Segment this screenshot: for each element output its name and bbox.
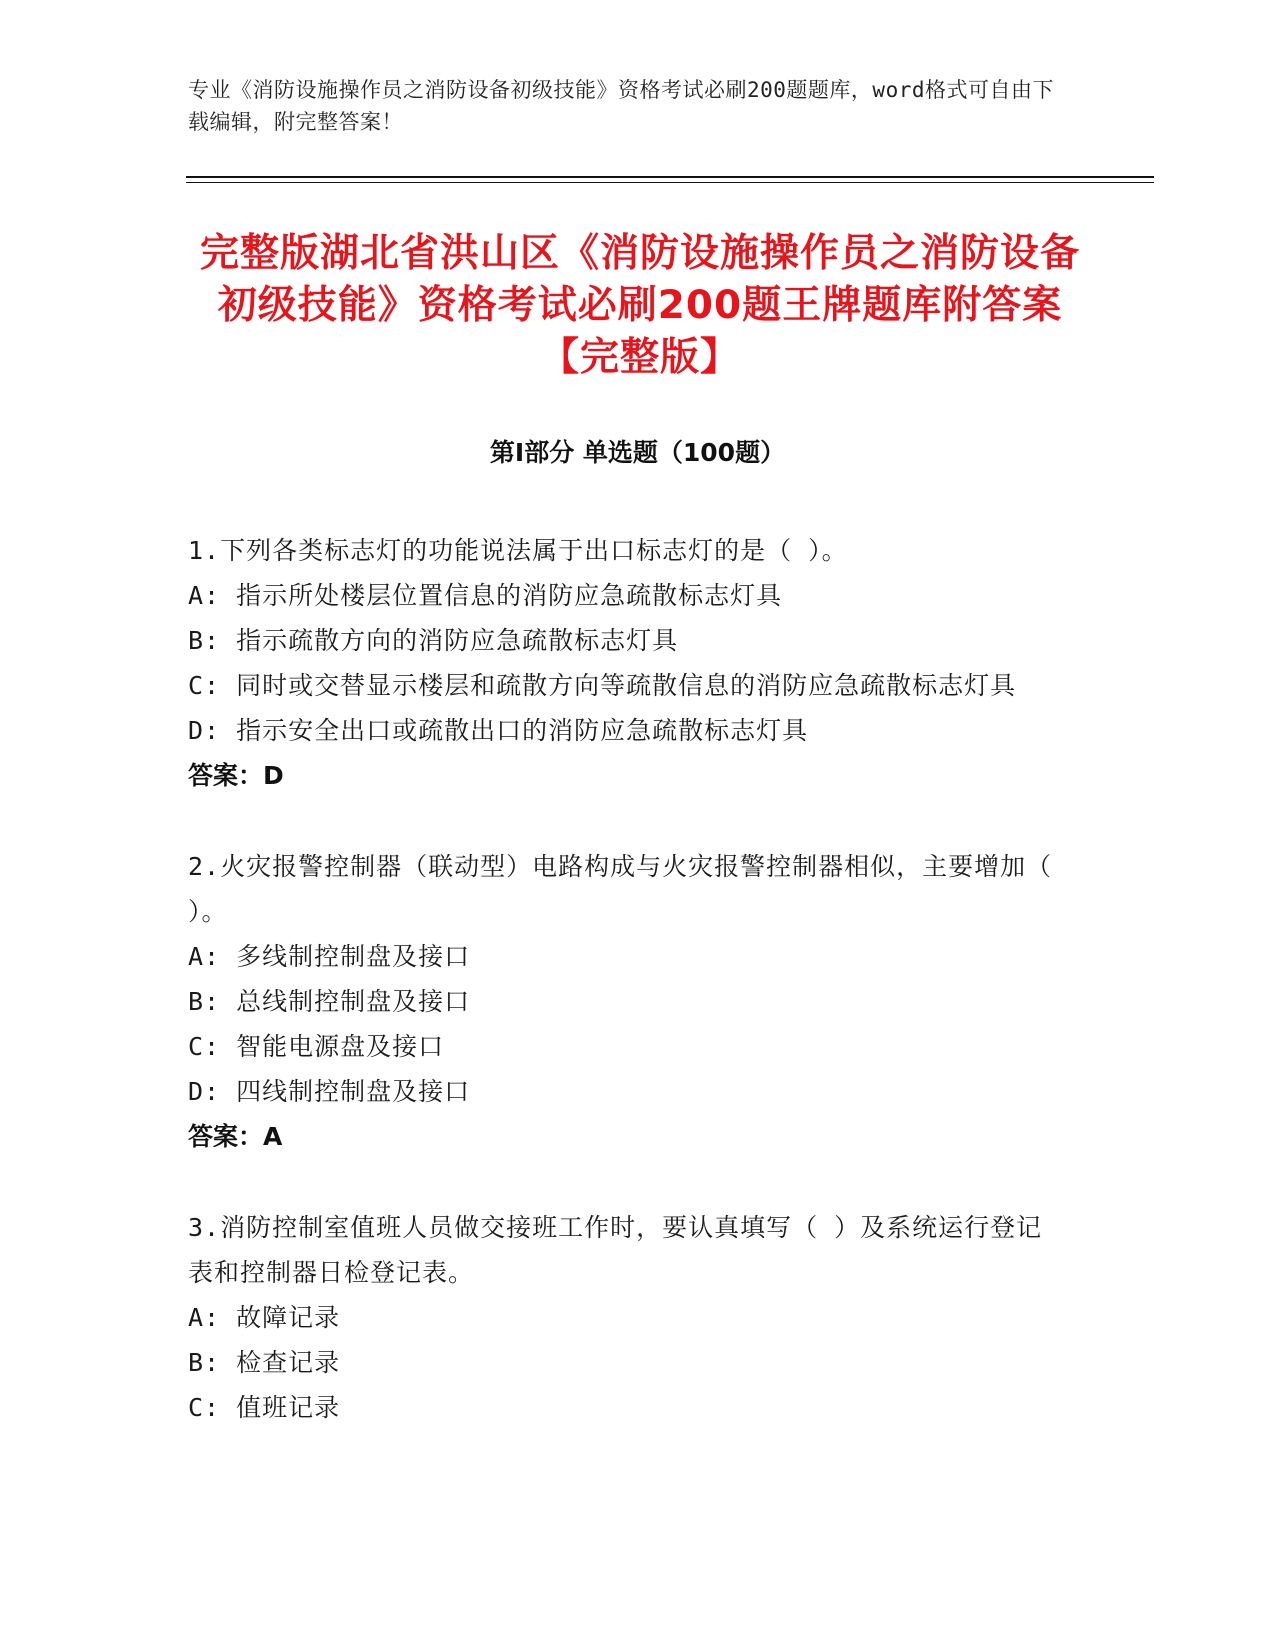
option-b: B: 总线制控制盘及接口 [188, 987, 471, 1016]
option-a: A: 故障记录 [188, 1303, 341, 1332]
question-3 [188, 1205, 1068, 1430]
option-c: C: 智能电源盘及接口 [188, 1032, 445, 1061]
header-note: 专业《消防设施操作员之消防设备初级技能》资格考试必刷200题题库，word格式可自由下载编辑，附完整答案！ [188, 78, 1054, 134]
question-stem: 3.消防控制室值班人员做交接班工作时，要认真填写（ ）及系统运行登记表和控制器日检登记表。 [188, 1213, 1043, 1287]
question-stem: 2.火灾报警控制器（联动型）电路构成与火灾报警控制器相似，主要增加（ ）。 [188, 852, 1053, 926]
document-title: 完整版湖北省洪山区《消防设施操作员之消防设备初级技能》资格考试必刷200题王牌题库附答案【完整版】 [199, 231, 1080, 380]
question-stem: 1.下列各类标志灯的功能说法属于出口标志灯的是（ ）。 [188, 536, 848, 565]
option-a: A: 多线制控制盘及接口 [188, 942, 471, 971]
answer: 答案：A [188, 1122, 283, 1151]
question-list [188, 528, 1068, 1476]
option-a: A: 指示所处楼层位置信息的消防应急疏散标志灯具 [188, 581, 783, 610]
answer: 答案：D [188, 761, 284, 790]
section-title: 第Ⅰ部分 单选题（100题） [489, 438, 786, 467]
question-2 [188, 844, 1068, 1159]
option-c: C: 值班记录 [188, 1393, 341, 1422]
question-1 [188, 528, 1068, 798]
option-b: B: 指示疏散方向的消防应急疏散标志灯具 [188, 626, 679, 655]
option-d: D: 四线制控制盘及接口 [188, 1077, 471, 1106]
header-rule-thick [186, 176, 1154, 178]
option-c: C: 同时或交替显示楼层和疏散方向等疏散信息的消防应急疏散标志灯具 [188, 671, 1017, 700]
option-d: D: 指示安全出口或疏散出口的消防应急疏散标志灯具 [188, 716, 809, 745]
option-b: B: 检查记录 [188, 1348, 341, 1377]
header-rule-thin [186, 182, 1154, 183]
